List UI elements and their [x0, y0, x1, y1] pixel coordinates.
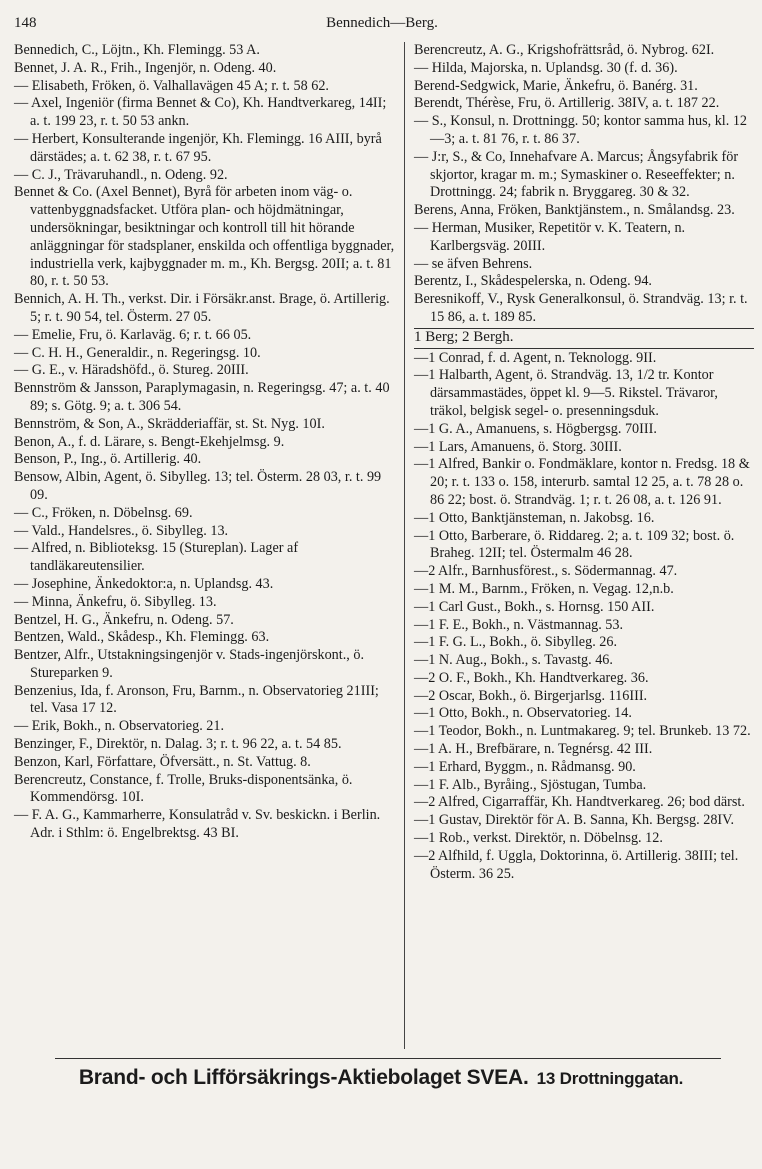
directory-entry: — C. J., Trävaruhandl., n. Odeng. 92.: [14, 166, 228, 183]
directory-entry: — Emelie, Fru, ö. Karlaväg. 6; r. t. 66 05.: [14, 326, 252, 343]
directory-entry: —1 N. Aug., Bokh., s. Tavastg. 46.: [414, 652, 613, 669]
directory-entry: — Alfred, n. Biblioteksg. 15 (Stureplan). Lager af tandläkareutensilier.: [14, 540, 299, 575]
directory-entry: Berencreutz, Constance, f. Trolle, Bruks-disponentsänka, ö. Kommendörsg. 10I.: [14, 771, 353, 806]
directory-entry: Benson, P., Ing., ö. Artillerig. 40.: [14, 451, 202, 468]
footer-company: Brand- och Lifförsäkrings-Aktiebolaget SVEA.: [78, 1066, 529, 1089]
running-head: Bennedich—Berg.: [326, 15, 438, 31]
directory-entry: —2 Oscar, Bokh., ö. Birgerjarlsg. 116III.: [414, 687, 648, 704]
directory-entry: — Minna, Änkefru, ö. Sibylleg. 13.: [14, 593, 217, 610]
directory-entry: —1 G. A., Amanuens, s. Högbergsg. 70III.: [414, 420, 657, 437]
directory-entry: — se äfven Behrens.: [414, 255, 533, 272]
directory-entry: Bensow, Albin, Agent, ö. Sibylleg. 13; tel. Österm. 28 03, r. t. 99 09.: [14, 469, 382, 503]
directory-entry: — Elisabeth, Fröken, ö. Valhallavägen 45 A; r. t. 58 62.: [14, 77, 329, 94]
directory-entry: — Hilda, Majorska, n. Uplandsg. 30 (f. d. 36).: [414, 59, 678, 76]
directory-entry: Berend-Sedgwick, Marie, Änkefru, ö. Banérg. 31.: [414, 77, 698, 94]
page-number: 148: [14, 15, 37, 31]
directory-entry: Benzinger, F., Direktör, n. Dalag. 3; r. t. 96 22, a. t. 54 85.: [14, 736, 342, 753]
directory-entry: —1 Otto, Banktjänsteman, n. Jakobsg. 16.: [414, 509, 655, 526]
directory-entry: —1 F. E., Bokh., n. Västmannag. 53.: [414, 616, 624, 633]
directory-entry: Benzon, Karl, Författare, Öfversätt., n. St. Vattug. 8.: [14, 753, 311, 770]
directory-entry: —1 Carl Gust., Bokh., s. Hornsg. 150 AII.: [414, 598, 655, 615]
directory-entry: —1 M. M., Barnm., Fröken, n. Vegag. 12,n.b.: [414, 580, 674, 597]
right-column-bottom: [414, 350, 754, 884]
directory-entry: — F. A. G., Kammarherre, Konsulatråd v. Sv. beskickn. i Berlin. Adr. i Sthlm: ö. Engelbrektsg. 43 BI.: [14, 807, 381, 842]
footer-advertisement: [0, 1066, 762, 1090]
directory-entry: —1 Teodor, Bokh., n. Luntmakareg. 9; tel. Brunkeb. 13 72.: [414, 723, 751, 740]
directory-entry: — C., Fröken, n. Döbelnsg. 69.: [14, 504, 193, 521]
directory-entry: Bennet & Co. (Axel Bennet), Byrå för arbeten inom väg- o. vattenbyggnadsfacket. Utföra plan- och höjdmätningar, undersökningar, besiktningar och kontroll till hit hörande anläggningar för stadsplaner, enskilda och offentliga byggnader, industriella verk, kajbyggnader m. m., Kh. Bergsg. 20II; a. t. 81 80, r. t. 50 53.: [14, 184, 395, 290]
directory-entry: Bennström & Jansson, Paraplymagasin, n. Regeringsg. 47; a. t. 40 89; s. Götg. 9; a. t. 306 54.: [14, 380, 390, 414]
directory-entry: — Josephine, Änkedoktor:a, n. Uplandsg. 43.: [14, 575, 274, 592]
directory-entry: Bentzer, Alfr., Utstakningsingenjör v. Stads-ingenjörskont., ö. Stureparken 9.: [14, 647, 365, 681]
directory-entry: — Axel, Ingeniör (firma Bennet & Co), Kh. Handtverkareg, 14II; a. t. 199 23, r. t. 50 53 ankn.: [14, 95, 387, 130]
directory-entry: —1 Erhard, Byggm., n. Rådmansg. 90.: [414, 758, 636, 775]
directory-entry: Berencreutz, A. G., Krigshofrättsråd, ö. Nybrog. 62I.: [414, 42, 715, 58]
left-column: [14, 42, 399, 1049]
directory-entry: — J:r, S., & Co, Innehafvare A. Marcus; Ångsyfabrik för skjortor, kragar m. m.; Symaskiner o. Reseeffekter; n. Drottningg. 24; fabrik n. Bryggareg. 30 & 32.: [414, 148, 739, 201]
directory-entry: Bennedich, C., Löjtn., Kh. Flemingg. 53 A.: [14, 42, 260, 58]
directory-entry: — S., Konsul, n. Drottningg. 50; kontor samma hus, kl. 12—3; a. t. 81 76, r. t. 86 37.: [414, 113, 748, 147]
directory-entry: —2 Alfred, Cigarraffär, Kh. Handtverkareg. 26; bod därst.: [414, 794, 745, 811]
directory-entry: Bentzen, Wald., Skådesp., Kh. Flemingg. 63.: [14, 629, 270, 646]
directory-entry: —2 Alfr., Barnhusförest., s. Södermannag. 47.: [414, 563, 678, 580]
directory-entry: — Herbert, Konsulterande ingenjör, Kh. Flemingg. 16 AIII, byrå därstädes; a. t. 62 38, r. t. 67 95.: [14, 130, 382, 165]
directory-entry: Bennström, & Son, A., Skrädderiaffär, st. St. Nyg. 10I.: [14, 415, 325, 432]
directory-entry: — Erik, Bokh., n. Observatorieg. 21.: [14, 718, 225, 735]
directory-entry: —1 Otto, Barberare, ö. Riddareg. 2; a. t. 109 32; bost. ö. Braheg. 12II; tel. Östermalm 46 28.: [414, 527, 735, 562]
directory-entry: —1 Otto, Bokh., n. Observatorieg. 14.: [414, 705, 632, 722]
directory-entry: — C. H. H., Generaldir., n. Regeringsg. 10.: [14, 344, 261, 361]
directory-entry: —1 Rob., verkst. Direktör, n. Döbelnsg. 12.: [414, 830, 663, 847]
directory-entry: Berens, Anna, Fröken, Banktjänstem., n. Smålandsg. 23.: [414, 202, 735, 219]
directory-entry: — Herman, Musiker, Repetitör v. K. Teatern, n. Karlbergsväg. 20III.: [414, 219, 686, 254]
directory-entry: Bentzel, H. G., Änkefru, n. Odeng. 57.: [14, 611, 234, 628]
directory-entry: Berendt, Thérèse, Fru, ö. Artillerig. 38IV, a. t. 187 22.: [414, 95, 720, 112]
directory-entry: —2 O. F., Bokh., Kh. Handtverkareg. 36.: [414, 669, 649, 686]
directory-entry: —1 Conrad, f. d. Agent, n. Teknologg. 9II.: [414, 349, 657, 366]
directory-entry: Bennet, J. A. R., Frih., Ingenjör, n. Odeng. 40.: [14, 59, 277, 76]
directory-entry: Benon, A., f. d. Lärare, s. Bengt-Ekehjelmsg. 9.: [14, 433, 285, 450]
page-header: [14, 15, 750, 37]
directory-entry: —1 Halbarth, Agent, ö. Strandväg. 13, 1/2 tr. Kontor därsammastädes, öppet kl. 9—5. Rikstel. Trävaror, träkol, belgisk segel- o. presenningsduk.: [414, 367, 718, 419]
section-heading: 1 Berg; 2 Bergh.: [414, 328, 754, 349]
directory-entry: Beresnikoff, V., Rysk Generalkonsul, ö. Strandväg. 13; r. t. 15 86, a. t. 189 85.: [414, 291, 748, 325]
directory-entry: — Vald., Handelsres., ö. Sibylleg. 13.: [14, 522, 229, 539]
directory-entry: —1 Gustav, Direktör för A. B. Sanna, Kh. Bergsg. 28IV.: [414, 812, 735, 829]
column-divider: [404, 42, 405, 1049]
footer-rule: [55, 1058, 721, 1059]
directory-entry: —2 Alfhild, f. Uggla, Doktorinna, ö. Artillerig. 38III; tel. Österm. 36 25.: [414, 847, 739, 882]
right-column-top: [414, 42, 754, 327]
directory-entry: — G. E., v. Häradshöfd., ö. Stureg. 20III.: [14, 362, 249, 379]
directory-entry: —1 F. G. L., Bokh., ö. Sibylleg. 26.: [414, 634, 618, 651]
directory-entry: —1 Alfred, Bankir o. Fondmäklare, kontor n. Fredsg. 18 & 20; r. t. 133 o. 158, interurb. samtal 12 25, a. t. 78 28 o. 86 22; bost. ö. Strandväg. 1; r. t. 26 08, a. t. 126 91.: [414, 456, 750, 508]
directory-entry: Berentz, I., Skådespelerska, n. Odeng. 94.: [414, 273, 652, 290]
right-column: [414, 42, 754, 1049]
directory-entry: —1 A. H., Brefbärare, n. Tegnérsg. 42 III.: [414, 741, 653, 758]
directory-entry: Bennich, A. H. Th., verkst. Dir. i Försäkr.anst. Brage, ö. Artillerig. 5; r. t. 90 54, tel. Österm. 27 05.: [14, 291, 390, 325]
directory-entry: Benzenius, Ida, f. Aronson, Fru, Barnm., n. Observatorieg 21III; tel. Vasa 17 12.: [14, 682, 379, 717]
directory-entry: —1 Lars, Amanuens, ö. Storg. 30III.: [414, 438, 622, 455]
directory-entry: —1 F. Alb., Byråing., Sjöstugan, Tumba.: [414, 776, 647, 793]
footer-address: 13 Drottninggatan.: [536, 1069, 684, 1088]
